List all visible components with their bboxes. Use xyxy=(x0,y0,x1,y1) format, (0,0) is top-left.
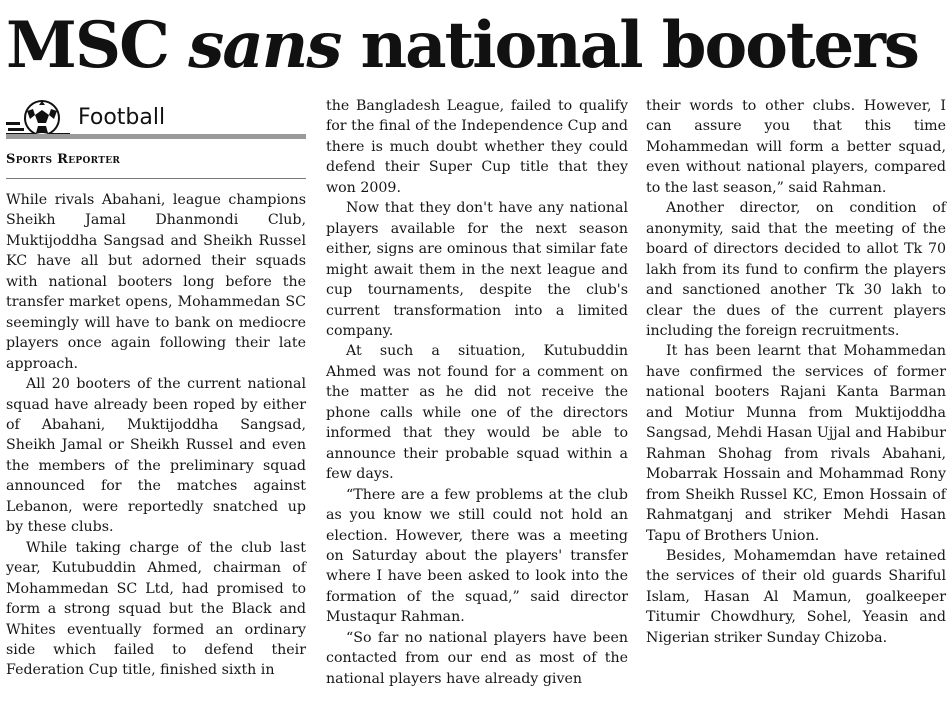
paragraph: It has been learnt that Mohammedan have confirmed the services of former national booters Rajani Kanta Barman and Motiur Munna from Muktijoddha Sangsad, Mehdi Hasan Ujjal and Habibur Rahman Shohag from rivals Abahani, Mobarrak Hossain and Mohammad Rony from Sheikh Russel KC, Emon Hossain of Rahmatganj and striker Mehdi Hasan Tapu of Brothers Union. xyxy=(646,343,946,544)
paragraph: While rivals Abahani, league champions Sheikh Jamal Dhanmondi Club, Muktijoddha Sangsad and Sheikh Russel KC have all but adorned their squads with national booters long before the transfer market opens, Mohammedan SC seemingly will have to bank on mediocre players once again following their late approach. xyxy=(6,192,306,372)
paragraph: Another director, on condition of anonymity, said that the meeting of the board of directors decided to allot Tk 70 lakh from its fund to confirm the players and sanctioned another Tk 30 lakh to clear the dues of the current players including the foreign recruitments. xyxy=(646,200,946,339)
paragraph: Now that they don't have any national players available for the next season either, signs are ominous that similar fate might await them in the next league and cup tournaments, despite the club's current transformation into a limited company. xyxy=(326,200,628,339)
section-label: Football xyxy=(78,105,166,130)
paragraph: the Bangladesh League, failed to qualify for the final of the Independence Cup and there is much doubt whether they could defend their Super Cup title that they won 2009. xyxy=(326,98,628,196)
article-column-3 xyxy=(646,96,946,648)
byline-rule xyxy=(6,178,306,179)
byline: Sports Reporter xyxy=(6,152,121,167)
article-column-1 xyxy=(6,190,306,681)
section-header xyxy=(6,98,306,140)
paragraph: Besides, Mohamemdan have retained the services of their old guards Shariful Islam, Hasan Al Mamun, goalkeeper Titumir Chowdhury, Sohel, Yeasin and Nigerian striker Sunday Chizoba. xyxy=(646,547,946,646)
paragraph: “So far no national players have been contacted from our end as most of the national players have already given xyxy=(326,629,628,687)
paragraph: “There are a few problems at the club as you know we still could not hold an election. However, there was a meeting on Saturday about the players' transfer where I have been asked to look into the formation of the squad,” said director Mustaqur Rahman. xyxy=(326,486,628,626)
paragraph: At such a situation, Kutubuddin Ahmed was not found for a comment on the matter as he did not receive the phone calls while one of the directors informed that they would be able to announce their probable squad within a few days. xyxy=(326,343,628,483)
paragraph: their words to other clubs. However, I can assure you that this time Mohammedan will form a better squad, even without national players, compared to the last season,” said Rahman. xyxy=(646,98,946,196)
football-icon xyxy=(6,100,70,138)
article-column-2 xyxy=(326,96,628,689)
paragraph: While taking charge of the club last year, Kutubuddin Ahmed, chairman of Mohammedan SC Ltd, had promised to form a strong squad but the Black and Whites eventually formed an ordinary side which failed to defend their Federation Cup title, finished sixth in xyxy=(6,539,306,679)
headline-part-2-italic: sans xyxy=(188,8,341,83)
section-rule xyxy=(6,134,306,139)
headline-part-1: MSC xyxy=(6,8,189,83)
headline-part-3: national booters xyxy=(340,8,918,83)
paragraph: All 20 booters of the current national squad have already been roped by either of Abahani, Muktijoddha Sangsad, Sheikh Jamal or Sheikh Russel and even the members of the preliminary squad announced for the matches against Lebanon, were reportedly snatched up by these clubs. xyxy=(6,376,306,536)
headline xyxy=(6,0,946,92)
